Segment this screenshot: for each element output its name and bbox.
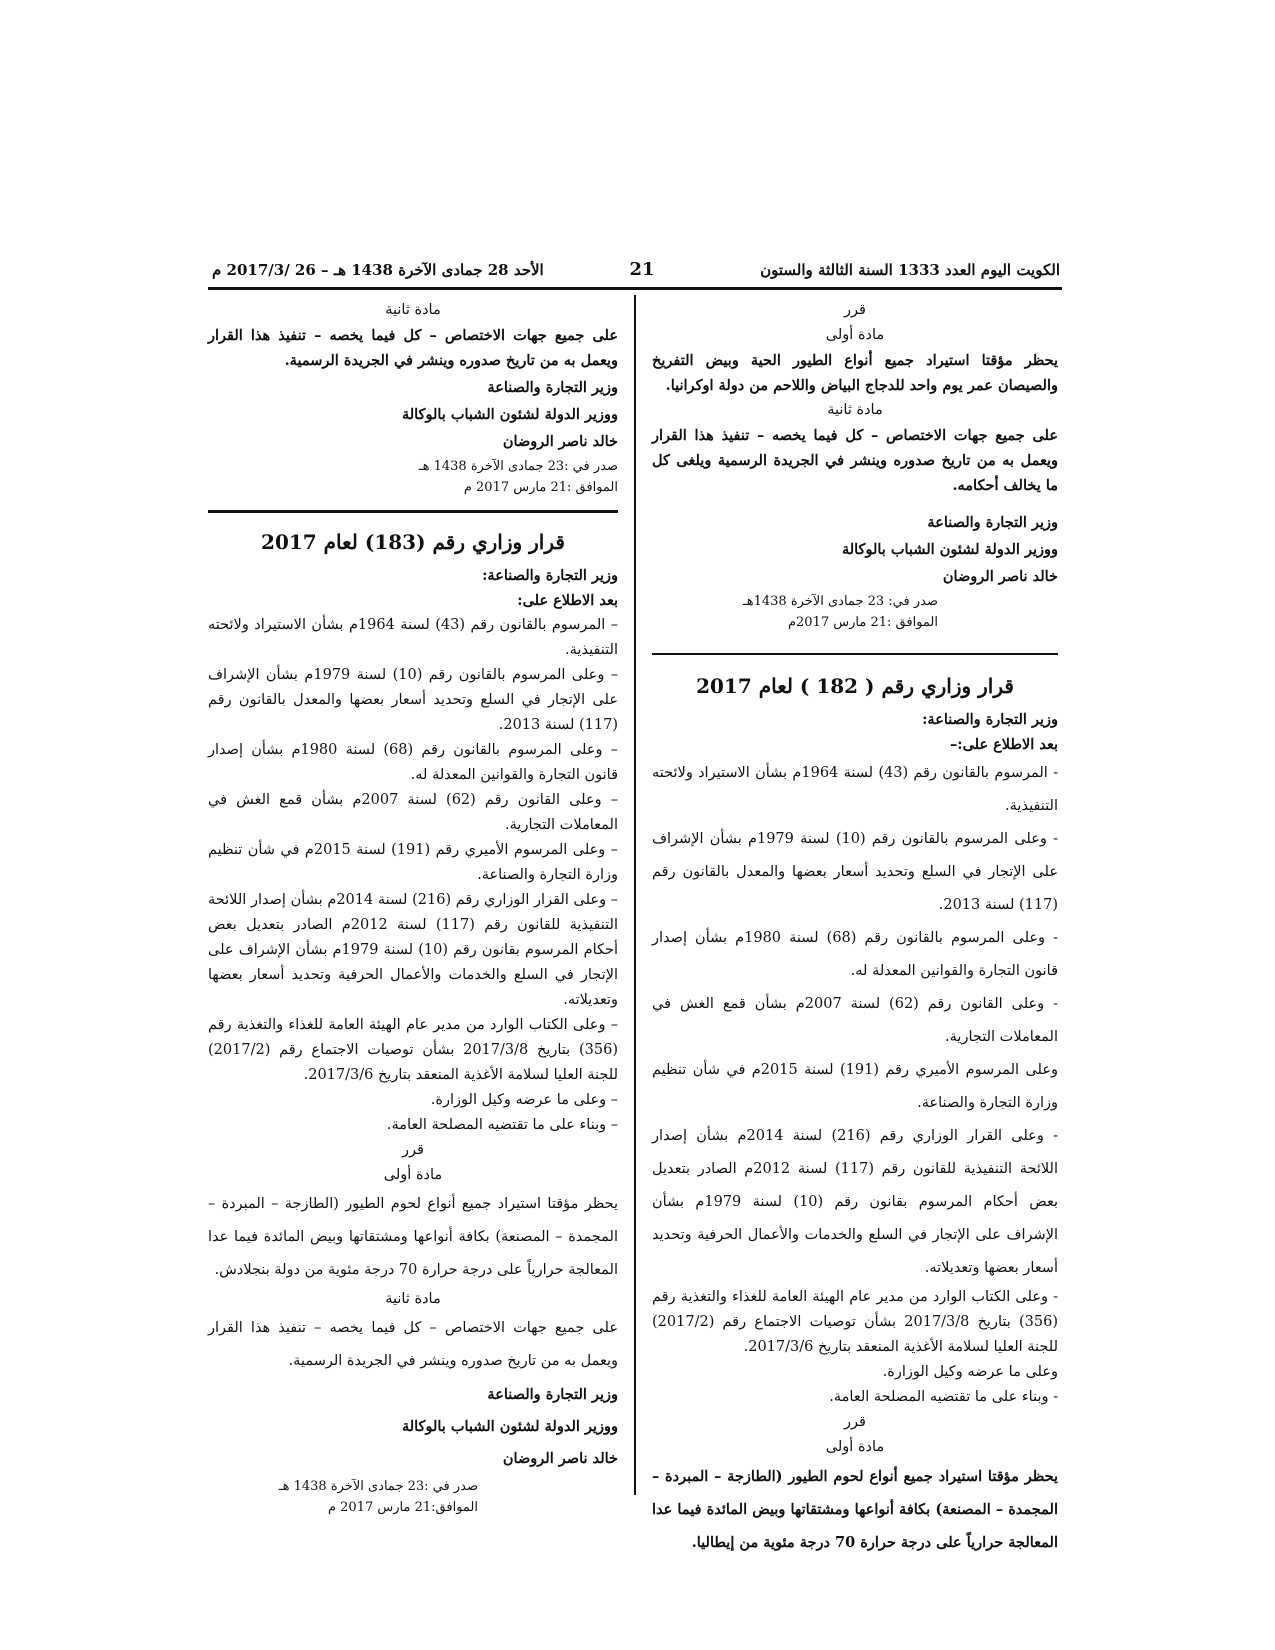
legal-reference: - وبناء على ما تقتضيه المصلحة العامة. [829,1389,1058,1405]
legal-reference: – المرسوم بالقانون رقم (43) لسنة 1964م بشأن الاستيراد ولائحته التنفيذية. [208,617,618,658]
legal-reference: - وعلى المرسوم بالقانون رقم (68) لسنة 1980م بشأن إصدار قانون التجارة والقوانين المعدلة له. [652,930,1058,979]
legal-reference: – وعلى المرسوم الأميري رقم (191) لسنة 2015م في شأن تنظيم وزارة التجارة والصناعة. [208,842,618,883]
signatory-title: وزير التجارة والصناعة [487,1386,618,1403]
legal-reference: – وعلى المرسوم بالقانون رقم (10) لسنة 1979م بشأن الإشراف على الإتجار في السلع وتحديد أسعار بعضها والمعدل بالقانون رقم (117) لسنة 2013. [208,667,618,733]
legal-reference: – وعلى المرسوم بالقانون رقم (68) لسنة 1980م بشأن إصدار قانون التجارة والقوانين المعدلة له. [208,742,618,783]
page-header [212,257,1060,285]
legal-reference: – وعلى القانون رقم (62) لسنة 2007م بشأن قمع الغش في المعاملات التجارية. [208,792,618,833]
legal-reference: - وعلى القرار الوزاري رقم (216) لسنة 2014م بشأن إصدار اللائحة التنفيذية للقانون رقم (117) لسنة 2012م الصادر بتعديل بعض أحكام المرسوم بقانون رقم (10) لسنة 1979م بشأن الإشراف على الإتجار في السلع والخدمات والأعمال الحرفية وتحديد أسعار بعضها وتعديلاته. [652,1128,1059,1276]
article-text: على جميع جهات الاختصاص – كل فيما يخصه – تنفيذ هذا القرار ويعمل به من تاريخ صدوره وينشر في الجريدة الرسمية. [208,1320,618,1369]
decision-heading: قرر [844,302,866,318]
signatory-title: وزير التجارة والصناعة [487,379,618,396]
issue-date-gregorian: الموافق :21 مارس 2017 م [463,480,618,495]
decision-heading: قرر [402,1142,424,1158]
legal-reference: – وعلى القرار الوزاري رقم (216) لسنة 2014م بشأن إصدار اللائحة التنفيذية للقانون رقم (117) لسنة 2012م الصادر بتعديل بعض أحكام المرسوم بقانون رقم (10) لسنة 1979م بشأن الإشراف على الإتجار في السلع والخدمات والأعمال الحرفية وتحديد أسعار بعضها وتعديلاته. [208,892,618,1008]
issue-info: الكويت اليوم العدد 1333 السنة الثالثة والستون [760,261,1060,279]
legal-reference: – وعلى الكتاب الوارد من مدير عام الهيئة العامة للغذاء والتغذية رقم (356) بتاريخ 2017/3/8 بشأن توصيات الاجتماع رقم (2017/2) للجنة العليا لسلامة الأغذية المنعقد بتاريخ 2017/3/6. [208,1017,618,1083]
decision-heading: قرر [844,1414,866,1430]
issue-date-gregorian: الموافق :21 مارس 2017م [787,615,938,630]
decree-title: قرار وزاري رقم (183) لعام 2017 [261,530,565,554]
article-text: على جميع جهات الاختصاص – كل فيما يخصه – تنفيذ هذا القرار ويعمل به من تاريخ صدوره وينشر في الجريدة الرسمية ويلغى كل ما يخالف أحكامه. [652,427,1058,494]
decree-issuer: وزير التجارة والصناعة: [922,711,1058,728]
article-title: مادة ثانية [385,1291,441,1307]
article-title: مادة أولى [383,1167,443,1183]
after-review: بعد الاطلاع على: [517,592,618,609]
signatory-title: ووزير الدولة لشئون الشباب بالوكالة [841,541,1058,558]
header-rule [208,287,1062,290]
legal-reference: وعلى المرسوم الأميري رقم (191) لسنة 2015م في شأن تنظيم وزارة التجارة والصناعة. [652,1062,1058,1111]
signatory-name: خالد ناصر الروضان [942,568,1058,585]
issue-date-hijri: صدر في :23 جمادى الآخرة 1438 هـ [418,459,618,474]
right-column [652,298,1058,1559]
article-text: على جميع جهات الاختصاص – كل فيما يخصه – تنفيذ هذا القرار ويعمل به من تاريخ صدوره وينشر في الجريدة الرسمية. [208,327,618,369]
article-title: مادة ثانية [827,402,883,418]
decree-title: قرار وزاري رقم ( 182 ) لعام 2017 [696,674,1014,698]
article-title: مادة أولى [825,327,885,343]
legal-reference: وعلى ما عرضه وكيل الوزارة. [882,1364,1058,1380]
issue-date-hijri: صدر في: 23 جمادى الآخرة 1438هـ [742,594,938,609]
after-review: بعد الاطلاع على:– [949,736,1058,753]
legal-reference: - وعلى الكتاب الوارد من مدير عام الهيئة العامة للغذاء والتغذية رقم (356) بتاريخ 2017/3/8 بشأن توصيات الاجتماع رقم (2017/2) للجنة العليا لسلامة الأغذية المنعقد بتاريخ 2017/3/6. [652,1289,1058,1355]
section-rule [652,653,1058,655]
section-rule [208,510,618,513]
signatory-title: ووزير الدولة لشئون الشباب بالوكالة [401,1418,618,1435]
decree-issuer: وزير التجارة والصناعة: [482,567,618,584]
article-text: يحظر مؤقتا استيراد جميع أنواع لحوم الطيور (الطازجة – المبردة – المجمدة – المصنعة) بكافة أنواعها ومشتقاتها وبيض المائدة فيما عدا المعالجة حرارياً على درجة حرارة 70 درجة مئوية من دولة بنجلادش. [208,1196,618,1278]
signatory-name: خالد ناصر الروضان [502,1450,618,1467]
legal-reference: - وعلى القانون رقم (62) لسنة 2007م بشأن قمع الغش في المعاملات التجارية. [652,996,1058,1045]
article-text: يحظر مؤقتا استيراد جميع أنواع لحوم الطيور (الطازجة – المبردة – المجمدة – المصنعة) بكافة أنواعها ومشتقاتها وبيض المائدة فيما عدا المعالجة حرارياً على درجة حرارة 70 درجة مئوية من إيطاليا. [652,1468,1058,1551]
issue-date: الأحد 28 جمادى الآخرة 1438 هـ – 26 /2017/3 م [212,261,544,279]
article-text: يحظر مؤقتا استيراد جميع أنواع الطيور الحية وبيض التفريخ والصيصان عمر يوم واحد للدجاج البياض واللاحم من دولة اوكرانيا. [652,352,1058,394]
legal-reference: – وعلى ما عرضه وكيل الوزارة. [430,1092,618,1108]
signatory-title: وزير التجارة والصناعة [927,514,1058,531]
left-column [208,298,618,1518]
legal-reference: - المرسوم بالقانون رقم (43) لسنة 1964م بشأن الاستيراد ولائحته التنفيذية. [652,765,1058,814]
issue-date-gregorian: الموافق:21 مارس 2017 م [327,1500,478,1515]
column-divider [634,295,636,1495]
page-number: 21 [629,259,655,280]
signatory-title: ووزير الدولة لشئون الشباب بالوكالة [401,406,618,423]
article-title: مادة أولى [825,1439,885,1455]
issue-date-hijri: صدر في :23 جمادى الآخرة 1438 هـ [278,1479,478,1494]
article-title: مادة ثانية [385,302,441,318]
signatory-name: خالد ناصر الروضان [502,433,618,450]
legal-reference: – وبناء على ما تقتضيه المصلحة العامة. [386,1117,618,1133]
legal-reference: - وعلى المرسوم بالقانون رقم (10) لسنة 1979م بشأن الإشراف على الإتجار في السلع وتحديد أسعار بعضها والمعدل بالقانون رقم (117) لسنة 2013. [652,831,1058,913]
